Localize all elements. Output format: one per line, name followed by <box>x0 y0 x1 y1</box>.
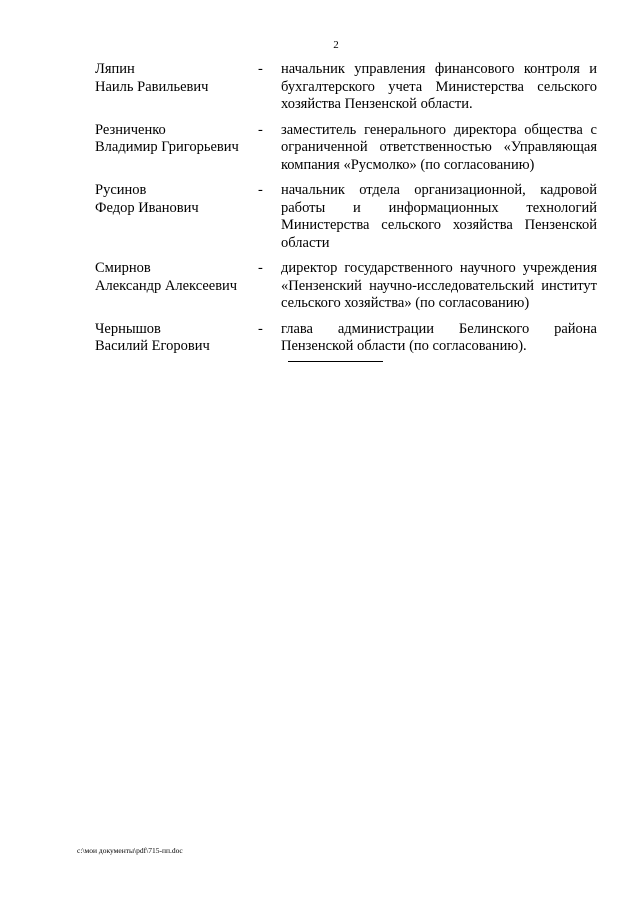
member-entry <box>95 260 597 313</box>
member-surname: Резниченко <box>95 121 166 138</box>
page-number: 2 <box>333 39 339 51</box>
member-entry <box>95 321 597 356</box>
member-name <box>95 182 258 217</box>
member-given-names: Федор Иванович <box>95 199 199 216</box>
member-given-names: Владимир Григорьевич <box>95 139 239 155</box>
member-role: начальник отдела организационной, кадровой работы и информационных технологий Министерства сельского хозяйства Пензенской области <box>281 182 597 251</box>
member-surname: Ляпин <box>95 61 135 77</box>
member-dash: - <box>258 260 263 276</box>
member-surname: Смирнов <box>95 260 151 276</box>
member-surname: Чернышов <box>95 320 161 337</box>
member-surname: Русинов <box>95 182 147 198</box>
member-dash: - <box>258 61 263 77</box>
member-role: начальник управления финансового контроля и бухгалтерского учета Министерства сельского хозяйства Пензенской области. <box>281 61 597 112</box>
member-given-names: Наиль Равильевич <box>95 78 209 95</box>
member-name <box>95 122 258 157</box>
member-role: директор государственного научного учреждения «Пензенский научно-исследовательский институт сельского хозяйства» (по согласованию) <box>281 260 597 311</box>
member-name <box>95 321 258 356</box>
member-given-names: Василий Егорович <box>95 338 210 354</box>
member-entry <box>95 182 597 252</box>
closing-rule <box>288 361 383 362</box>
member-entry <box>95 61 597 114</box>
member-dash: - <box>258 182 263 198</box>
member-role: заместитель генерального директора общества с ограниченной ответственностью «Управляющая компания «Русмолко» (по согласованию) <box>281 121 597 173</box>
member-name <box>95 61 258 96</box>
member-dash: - <box>258 121 263 138</box>
footer-file-path: c:\мои документы\pdf\715-пп.doc <box>77 846 183 855</box>
member-entry <box>95 122 597 175</box>
member-dash: - <box>258 320 263 337</box>
member-role: глава администрации Белинского района Пензенской области (по согласованию). <box>281 320 597 354</box>
members-list <box>95 61 597 356</box>
member-name <box>95 260 258 295</box>
member-given-names: Александр Алексеевич <box>95 277 238 294</box>
